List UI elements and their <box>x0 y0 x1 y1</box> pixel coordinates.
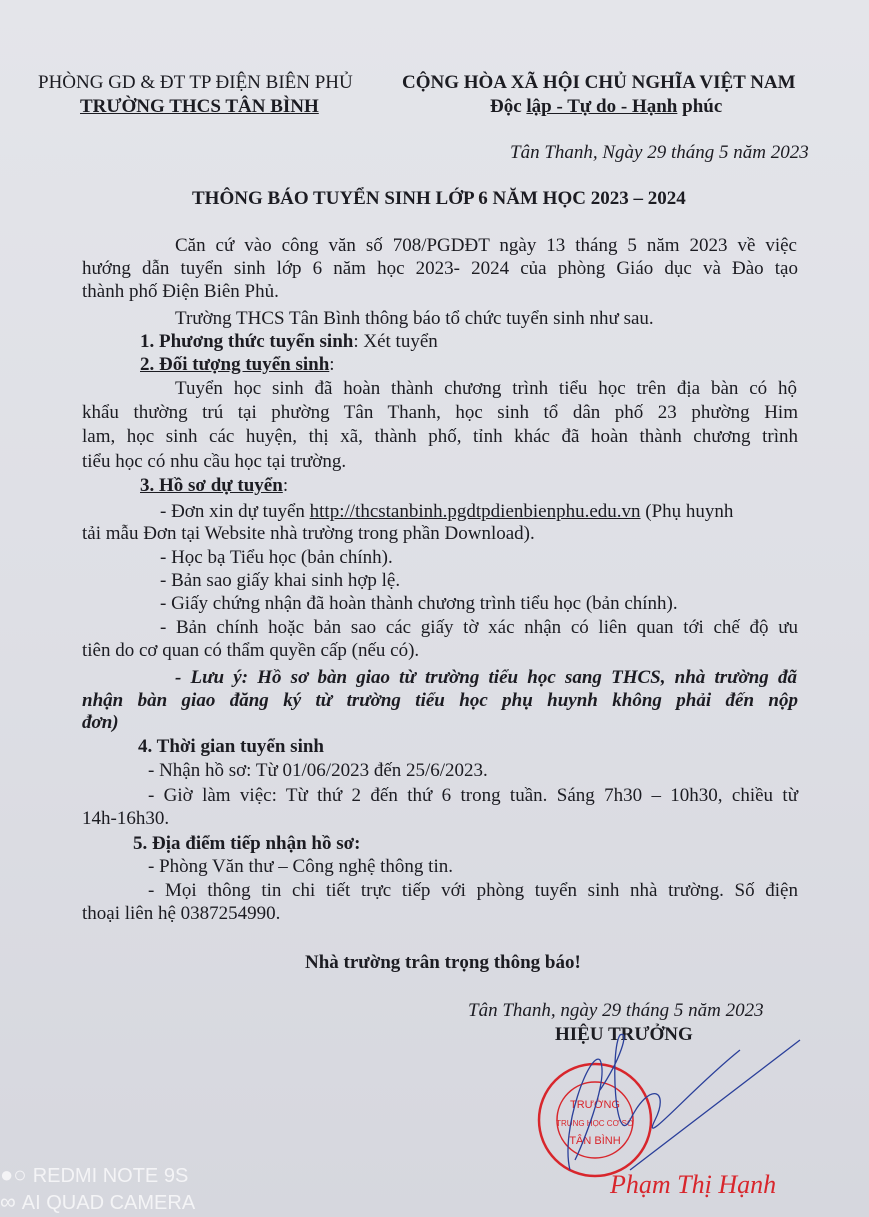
svg-text:TRƯỜNG: TRƯỜNG <box>570 1099 620 1111</box>
colon: : <box>329 354 335 375</box>
section-heading: 1. Phương thức tuyển sinh <box>140 331 354 352</box>
paragraph-line: Căn cứ vào công văn số 708/PGDĐT ngày 13 tháng 5 năm 2023 về việc <box>175 235 797 256</box>
paragraph-line: tiên do cơ quan có thẩm quyền cấp (nếu có). <box>82 640 420 661</box>
section-1 <box>140 331 438 353</box>
nation-title: CỘNG HÒA XÃ HỘI CHỦ NGHĨA VIỆT NAM <box>402 72 796 93</box>
paragraph-line: - Học bạ Tiểu học (bản chính). <box>160 547 393 568</box>
colon: : <box>282 475 289 496</box>
school-name-text: TRƯỜNG THCS TÂN BÌNH <box>80 96 319 117</box>
text: - Đơn xin dự tuyển <box>160 501 310 522</box>
signer-role: HIỆU TRƯỞNG <box>555 1024 693 1045</box>
paragraph-line: Tuyển học sinh đã hoàn thành chương trình tiểu học trên địa bàn có hộ <box>175 378 797 399</box>
paragraph-line: - Giấy chứng nhận đã hoàn thành chương trình tiểu học (bản chính). <box>160 593 678 614</box>
paragraph-line: - Giờ làm việc: Từ thứ 2 đến thứ 6 trong tuần. Sáng 7h30 – 10h30, chiều từ <box>148 785 798 806</box>
section-3 <box>140 475 288 497</box>
handwritten-signature <box>540 1030 820 1190</box>
motto <box>490 96 722 118</box>
motto-pre: Độc <box>490 96 527 117</box>
motto-mid: lập - Tự do - Hạnh <box>526 96 678 117</box>
paragraph-line: - Bản sao giấy khai sinh hợp lệ. <box>160 570 401 591</box>
signature-date: Tân Thanh, ngày 29 tháng 5 năm 2023 <box>468 1000 764 1021</box>
paragraph-line: tiểu học có nhu cầu học tại trường. <box>82 451 347 472</box>
watermark-text: AI QUAD CAMERA <box>21 1192 196 1214</box>
note-line: nhận bàn giao đăng ký từ trường tiểu học phụ huynh không phải đến nộp <box>82 690 798 711</box>
school-name <box>80 96 319 118</box>
camera-watermark <box>0 1162 195 1216</box>
closing: Nhà trường trân trọng thông báo! <box>305 952 581 973</box>
paragraph-line: lam, học sinh các huyện, thị xã, thành phố, tỉnh khác đã hoàn thành chương trình <box>82 426 798 447</box>
section-heading: 2. Đối tượng tuyển sinh <box>140 354 330 375</box>
signer-name: Phạm Thị Hạnh <box>610 1170 777 1199</box>
section-2 <box>140 354 335 376</box>
header-date: Tân Thanh, Ngày 29 tháng 5 năm 2023 <box>510 142 809 163</box>
section-value: : Xét tuyển <box>353 331 438 352</box>
paragraph-line: - Mọi thông tin chi tiết trực tiếp với phòng tuyển sinh nhà trường. Số điện <box>148 880 798 901</box>
paragraph-line: hướng dẫn tuyển sinh lớp 6 năm học 2023- 2024 của phòng Giáo dục và Đào tạo <box>82 258 798 279</box>
paragraph-line: - Bản chính hoặc bản sao các giấy tờ xác nhận có liên quan tới chế độ ưu <box>160 617 798 638</box>
paragraph-line: tải mẫu Đơn tại Website nhà trường trong phần Download). <box>82 523 535 544</box>
website-link[interactable]: http://thcstanbinh.pgdtpdienbienphu.edu.vn <box>309 501 641 522</box>
note-line: - Lưu ý: Hồ sơ bàn giao từ trường tiểu học sang THCS, nhà trường đã <box>175 667 797 688</box>
paragraph-line: Trường THCS Tân Bình thông báo tổ chức tuyển sinh như sau. <box>175 308 654 329</box>
document-title: THÔNG BÁO TUYỂN SINH LỚP 6 NĂM HỌC 2023 – 2024 <box>192 188 686 209</box>
motto-post: phúc <box>677 96 723 117</box>
paragraph-line: - Nhận hồ sơ: Từ 01/06/2023 đến 25/6/2023. <box>148 760 488 781</box>
paragraph-line: khẩu thường trú tại phường Tân Thanh, học sinh tổ dân phố 23 phường Him <box>82 402 798 423</box>
section-heading: 3. Hồ sơ dự tuyển <box>140 475 283 496</box>
paragraph-line <box>160 501 733 523</box>
watermark-line1: ●○ REDMI NOTE 9S <box>0 1162 189 1187</box>
text: (Phụ huynh <box>640 501 734 522</box>
watermark-text: REDMI NOTE 9S <box>32 1165 189 1187</box>
svg-text:TÂN BÌNH: TÂN BÌNH <box>569 1135 621 1147</box>
note-line: đơn) <box>82 712 119 733</box>
section-heading: 5. Địa điểm tiếp nhận hồ sơ: <box>133 833 361 854</box>
paragraph-line: - Phòng Văn thư – Công nghệ thông tin. <box>148 856 453 877</box>
svg-text:TRUNG HỌC CƠ SỞ: TRUNG HỌC CƠ SỞ <box>556 1119 634 1128</box>
paragraph-line: 14h-16h30. <box>82 808 170 829</box>
section-heading: 4. Thời gian tuyển sinh <box>138 736 324 757</box>
paragraph-line: thành phố Điện Biên Phủ. <box>82 281 279 302</box>
agency-name: PHÒNG GD & ĐT TP ĐIỆN BIÊN PHỦ <box>38 72 353 93</box>
watermark-line2: ∞ AI QUAD CAMERA <box>0 1189 196 1214</box>
paragraph-line: thoại liên hệ 0387254990. <box>82 903 281 924</box>
